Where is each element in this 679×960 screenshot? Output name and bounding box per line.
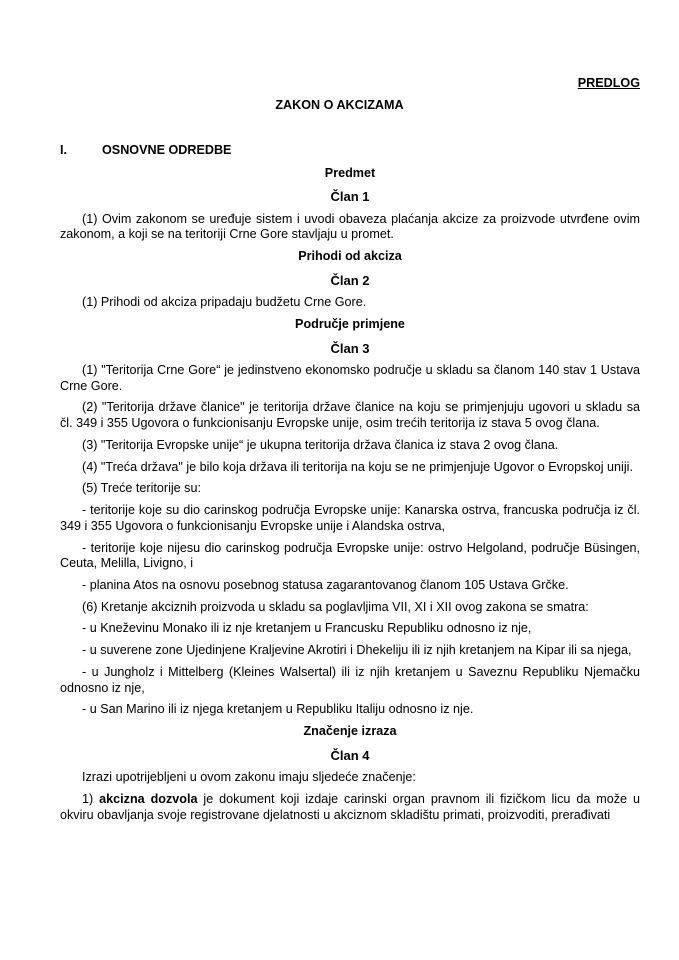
article-3-paragraph-2: (2) "Teritorija države članice" je teritorija države članice na koju se primjenjuju ugovori u skladu sa čl. 349 i 355 Ugovora o funkcionisanju Evropske unije, osim trećih teritorija iz stava 5 ovog člana.	[60, 400, 640, 431]
list-item: - u suverene zone Ujedinjene Kraljevine Akrotiri i Dhekeliju ili iz njih kretanjem na Kipar ili sa njega,	[82, 643, 632, 658]
article-4-definition-1	[60, 792, 640, 823]
article-4-intro: Izrazi upotrijebljeni u ovom zakonu imaju sljedeće značenje:	[82, 770, 416, 785]
proposal-label: PREDLOG	[577, 76, 640, 90]
list-item: - teritorije koje su dio carinskog područja Evropske unije: Kanarska ostrva, francuska područja iz čl. 349 i 355 Ugovora o funkcionisanju Evropske unije i Alandska ostrva,	[60, 503, 640, 533]
article-3-paragraph-3: (3) "Teritorija Evropske unije“ je ukupna teritorija država članica iz stava 2 ovog člana.	[82, 437, 559, 452]
definition-text: je dokument koji izdaje carinski organ pravnom ili fizičkom licu da može u okviru obavljanja svoje registrovane djelatnosti u akciznom skladištu primati, proizvoditi, prerađivati	[60, 791, 641, 822]
section-title: OSNOVNE ODREDBE	[102, 143, 232, 157]
article-2-paragraph-1: (1) Prihodi od akciza pripadaju budžetu Crne Gore.	[82, 295, 367, 310]
list-item: - u Kneževinu Monako ili iz nje kretanjem u Francusku Republiku odnosno iz nje,	[82, 621, 532, 636]
heading-predmet: Predmet	[324, 165, 376, 180]
list-item: - teritorije koje nijesu dio carinskog područja Evropske unije: ostrvo Helgoland, područje Büsingen, Ceuta, Melilla, Livigno, i	[60, 540, 640, 571]
article-3-paragraph-6: (6) Kretanje akciznih proizvoda u skladu sa poglavljima VII, XI i XII ovog zakona se smatra:	[82, 599, 589, 614]
article-2-title: Član 2	[330, 272, 370, 288]
list-item: - u Jungholz i Mittelberg (Kleines Walsertal) ili iz njih kretanjem u Saveznu Republiku Njemačku odnosno iz nje,	[60, 664, 640, 695]
article-1-title: Član 1	[330, 189, 370, 205]
article-3-title: Član 3	[330, 340, 370, 356]
section-heading	[60, 143, 640, 159]
article-3-paragraph-1: (1) "Teritorija Crne Gore“ je jedinstveno ekonomsko područje u skladu sa članom 140 stav 1 Ustava Crne Gore.	[60, 362, 640, 393]
definition-term: akcizna dozvola	[99, 791, 198, 806]
definition-number: 1)	[82, 791, 100, 806]
list-item: - planina Atos na osnovu posebnog statusa zagarantovanog članom 105 Ustava Grčke.	[82, 577, 569, 592]
article-3-paragraph-4: (4) "Treća država" je bilo koja država ili teritorija na koju se ne primjenjuje Ugovor o Evropskoj uniji.	[82, 459, 633, 474]
article-1-paragraph-1: (1) Ovim zakonom se uređuje sistem i uvodi obaveza plaćanja akcize za proizvode utvrđene ovim zakonom, a koji se na teritoriji Crne Gore stavljaju u promet.	[60, 211, 640, 242]
heading-prihodi: Prihodi od akciza	[298, 249, 402, 264]
article-4-title: Član 4	[330, 747, 370, 763]
law-title: ZAKON O AKCIZAMA	[275, 98, 404, 112]
heading-znacenje: Značenje izraza	[303, 724, 397, 739]
section-number: I.	[60, 143, 67, 157]
article-3-paragraph-5: (5) Treće teritorije su:	[82, 481, 201, 496]
heading-podrucje: Područje primjene	[295, 316, 405, 331]
list-item: - u San Marino ili iz njega kretanjem u Republiku Italiju odnosno iz nje.	[82, 702, 474, 717]
document-body	[60, 143, 640, 829]
